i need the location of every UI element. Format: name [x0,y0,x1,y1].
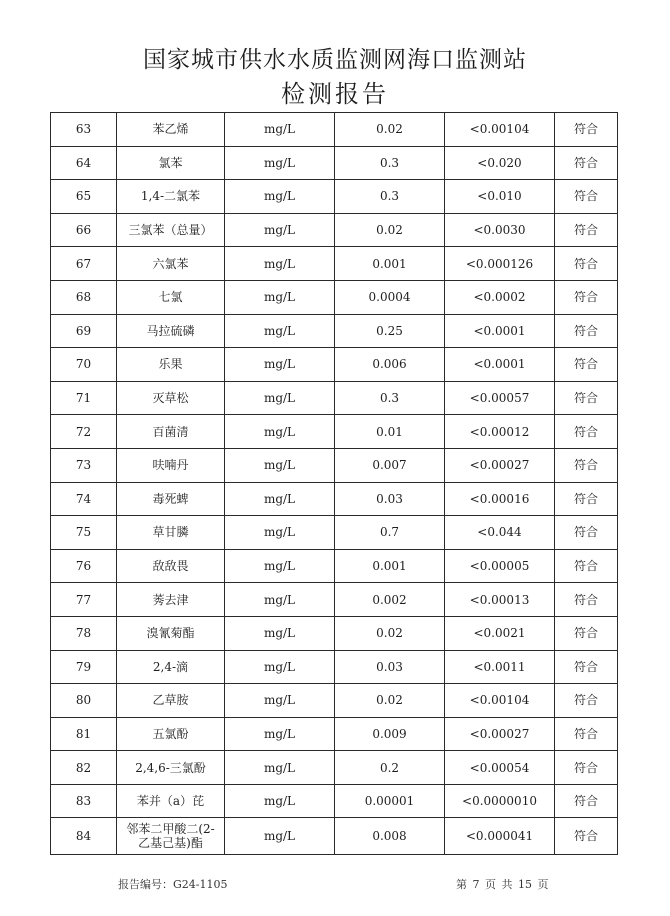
cell-verdict: 符合 [555,717,618,751]
cell-result: <0.00013 [445,583,555,617]
cell-item: 五氯酚 [117,717,225,751]
cell-limit: 0.25 [335,314,445,348]
cell-verdict: 符合 [555,583,618,617]
table-row [51,583,618,617]
cell-unit: mg/L [225,415,335,449]
cell-unit: mg/L [225,616,335,650]
cell-limit: 0.009 [335,717,445,751]
cell-unit: mg/L [225,583,335,617]
cell-result: <0.0021 [445,616,555,650]
cell-verdict: 符合 [555,247,618,281]
cell-no: 78 [51,616,117,650]
cell-limit: 0.001 [335,549,445,583]
cell-verdict: 符合 [555,280,618,314]
cell-verdict: 符合 [555,482,618,516]
cell-verdict: 符合 [555,549,618,583]
cell-result: <0.0011 [445,650,555,684]
cell-limit: 0.007 [335,448,445,482]
cell-limit: 0.03 [335,482,445,516]
results-table [50,112,618,855]
cell-no: 63 [51,113,117,147]
cell-item: 草甘膦 [117,516,225,550]
cell-item: 乐果 [117,348,225,382]
cell-no: 68 [51,280,117,314]
cell-result: <0.020 [445,146,555,180]
cell-no: 74 [51,482,117,516]
table-row [51,348,618,382]
cell-no: 69 [51,314,117,348]
cell-result: <0.0030 [445,213,555,247]
table-row [51,482,618,516]
cell-result: <0.000126 [445,247,555,281]
table-row [51,113,618,147]
cell-result: <0.00012 [445,415,555,449]
cell-no: 75 [51,516,117,550]
cell-limit: 0.01 [335,415,445,449]
cell-item: 2,4-滴 [117,650,225,684]
cell-result: <0.00027 [445,717,555,751]
cell-limit: 0.2 [335,751,445,785]
cell-verdict: 符合 [555,650,618,684]
cell-no: 72 [51,415,117,449]
cell-limit: 0.00001 [335,784,445,818]
cell-unit: mg/L [225,113,335,147]
cell-unit: mg/L [225,213,335,247]
table-row [51,717,618,751]
cell-item: 毒死蜱 [117,482,225,516]
cell-result: <0.00104 [445,684,555,718]
cell-item: 呋喃丹 [117,448,225,482]
table-row [51,784,618,818]
cell-result: <0.00005 [445,549,555,583]
cell-no: 83 [51,784,117,818]
cell-item-line: 乙基己基)酯 [138,836,203,851]
table-row [51,818,618,855]
cell-no: 76 [51,549,117,583]
cell-item: 马拉硫磷 [117,314,225,348]
cell-item: 六氯苯 [117,247,225,281]
cell-unit: mg/L [225,717,335,751]
cell-result: <0.00054 [445,751,555,785]
cell-unit: mg/L [225,482,335,516]
table-row [51,213,618,247]
cell-item: 苯乙烯 [117,113,225,147]
cell-no: 81 [51,717,117,751]
table-row [51,751,618,785]
cell-result: <0.00057 [445,381,555,415]
cell-verdict: 符合 [555,113,618,147]
table-row [51,280,618,314]
cell-result: <0.044 [445,516,555,550]
cell-verdict: 符合 [555,381,618,415]
cell-limit: 0.02 [335,213,445,247]
cell-no: 80 [51,684,117,718]
cell-limit: 0.3 [335,381,445,415]
table-row [51,650,618,684]
cell-item: 2,4,6-三氯酚 [117,751,225,785]
cell-no: 71 [51,381,117,415]
cell-unit: mg/L [225,751,335,785]
cell-unit: mg/L [225,381,335,415]
cell-item: 溴氰菊酯 [117,616,225,650]
report-number: 报告编号：G24-1105 [118,878,228,891]
cell-verdict: 符合 [555,348,618,382]
cell-result: <0.0001 [445,314,555,348]
cell-item: 莠去津 [117,583,225,617]
results-table-body [51,113,618,855]
cell-unit: mg/L [225,784,335,818]
cell-item: 乙草胺 [117,684,225,718]
cell-result: <0.00016 [445,482,555,516]
cell-no: 65 [51,180,117,214]
cell-item: 七氯 [117,280,225,314]
table-row [51,180,618,214]
cell-unit: mg/L [225,684,335,718]
cell-unit: mg/L [225,348,335,382]
cell-limit: 0.008 [335,818,445,855]
cell-result: <0.00027 [445,448,555,482]
cell-no: 70 [51,348,117,382]
table-row [51,616,618,650]
cell-limit: 0.03 [335,650,445,684]
cell-unit: mg/L [225,448,335,482]
cell-unit: mg/L [225,180,335,214]
cell-limit: 0.3 [335,146,445,180]
table-row [51,684,618,718]
cell-unit: mg/L [225,314,335,348]
cell-limit: 0.0004 [335,280,445,314]
cell-no: 82 [51,751,117,785]
cell-unit: mg/L [225,650,335,684]
cell-limit: 0.02 [335,616,445,650]
table-row [51,247,618,281]
cell-item: 苯并（a）芘 [117,784,225,818]
cell-limit: 0.002 [335,583,445,617]
cell-verdict: 符合 [555,784,618,818]
cell-no: 64 [51,146,117,180]
cell-no: 77 [51,583,117,617]
cell-no: 79 [51,650,117,684]
cell-verdict: 符合 [555,213,618,247]
cell-no: 73 [51,448,117,482]
cell-limit: 0.02 [335,684,445,718]
cell-verdict: 符合 [555,516,618,550]
cell-verdict: 符合 [555,448,618,482]
page-number: 第 7 页 共 15 页 [456,878,549,891]
cell-limit: 0.006 [335,348,445,382]
table-row [51,146,618,180]
cell-verdict: 符合 [555,314,618,348]
cell-limit: 0.3 [335,180,445,214]
cell-item: 三氯苯（总量） [117,213,225,247]
cell-item [117,818,225,855]
cell-verdict: 符合 [555,146,618,180]
cell-unit: mg/L [225,146,335,180]
cell-verdict: 符合 [555,415,618,449]
table-row [51,549,618,583]
cell-verdict: 符合 [555,180,618,214]
cell-verdict: 符合 [555,616,618,650]
cell-verdict: 符合 [555,684,618,718]
cell-item: 灭草松 [117,381,225,415]
cell-limit: 0.02 [335,113,445,147]
table-row [51,415,618,449]
cell-result: <0.0001 [445,348,555,382]
cell-verdict: 符合 [555,818,618,855]
report-subtitle: 检测报告 [281,80,389,108]
cell-verdict: 符合 [555,751,618,785]
cell-item: 敌敌畏 [117,549,225,583]
cell-unit: mg/L [225,516,335,550]
cell-result: <0.010 [445,180,555,214]
cell-no: 66 [51,213,117,247]
cell-item: 1,4-二氯苯 [117,180,225,214]
cell-item-line: 邻苯二甲酸二(2- [126,822,215,837]
table-row [51,381,618,415]
cell-no: 67 [51,247,117,281]
cell-result: <0.0000010 [445,784,555,818]
cell-unit: mg/L [225,549,335,583]
cell-result: <0.000041 [445,818,555,855]
table-row [51,516,618,550]
report-title: 国家城市供水水质监测网海口监测站 [143,47,527,73]
cell-unit: mg/L [225,818,335,855]
cell-limit: 0.7 [335,516,445,550]
cell-limit: 0.001 [335,247,445,281]
cell-result: <0.00104 [445,113,555,147]
cell-item: 百菌清 [117,415,225,449]
results-table-container [50,112,617,855]
cell-unit: mg/L [225,247,335,281]
cell-no: 84 [51,818,117,855]
table-row [51,448,618,482]
cell-result: <0.0002 [445,280,555,314]
cell-item: 氯苯 [117,146,225,180]
table-row [51,314,618,348]
cell-unit: mg/L [225,280,335,314]
